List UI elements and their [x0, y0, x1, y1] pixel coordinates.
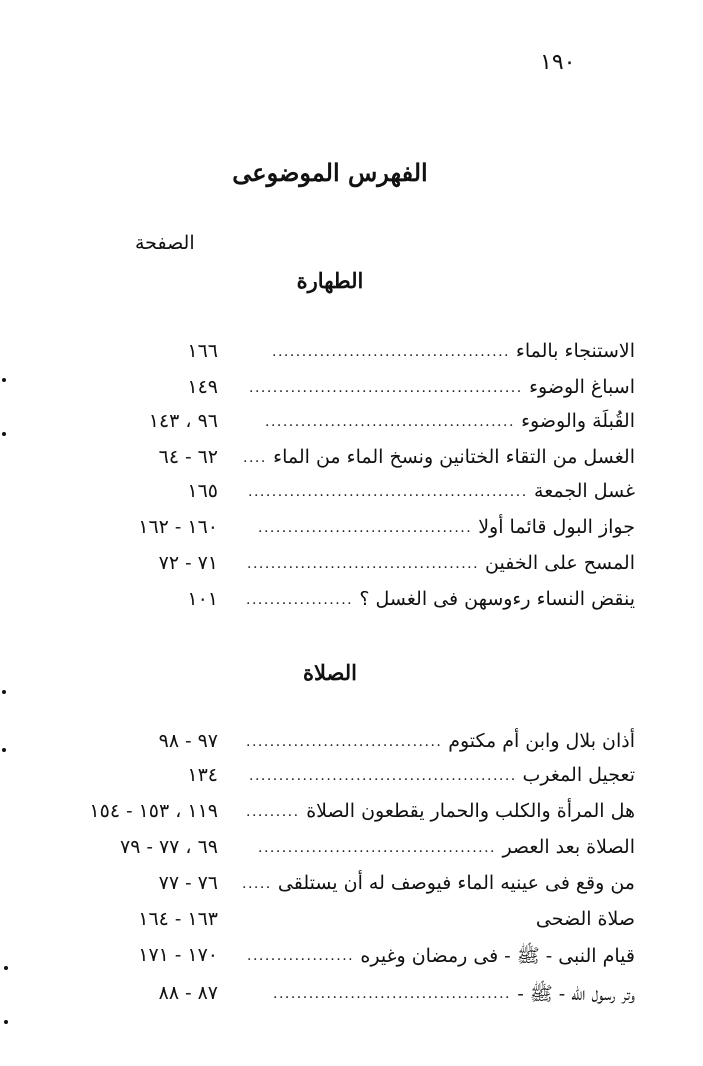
index-entry: [0, 376, 703, 408]
index-entry: [0, 730, 703, 762]
entry-title: صلاة الضحى: [535, 908, 635, 930]
entry-title: المسح على الخفين: [485, 552, 635, 574]
page-number: ١٩٠: [540, 50, 576, 75]
section-heading-tahara: الطهارة: [296, 268, 364, 293]
entry-pages: ٧١ - ٧٢: [158, 552, 218, 574]
scan-speck: [2, 378, 6, 382]
entry-title: جواز البول قائما أولا: [478, 516, 635, 538]
entry-title: تعجيل المغرب: [522, 764, 635, 786]
scan-speck: [2, 432, 6, 436]
leader-dots: .......................................: [247, 556, 480, 572]
entry-title: وتر رسول الله - ﷺ -: [517, 983, 635, 1005]
leader-dots: ..................: [246, 592, 354, 608]
entry-pages: ١٠١: [187, 588, 218, 610]
index-entry: [0, 800, 703, 832]
index-entry: [0, 552, 703, 584]
entry-pages: ١٧٠ - ١٧١: [138, 944, 218, 966]
leader-dots: ........................................: [258, 840, 497, 856]
entry-pages: ١٤٩: [187, 376, 218, 398]
entry-pages: ١٦٠ - ١٦٢: [138, 516, 218, 538]
index-entry: [0, 410, 703, 442]
index-entry: [0, 944, 703, 976]
leader-dots: ....................................: [258, 520, 473, 536]
index-entry: [0, 480, 703, 512]
index-entry: [0, 836, 703, 868]
entry-title: أذان بلال وابن أم مكتوم: [448, 730, 635, 752]
entry-title: هل المرأة والكلب والحمار يقطعون الصلاة: [306, 800, 635, 822]
entry-pages: ١٣٤: [187, 764, 218, 786]
leader-dots: .........: [246, 804, 300, 820]
page-column-label: الصفحة: [135, 232, 195, 254]
entry-title: غسل الجمعة: [534, 480, 635, 502]
leader-dots: ........................................: [272, 344, 511, 360]
entry-title: القُبلَة والوضوء: [521, 410, 635, 432]
index-entry: [0, 340, 703, 372]
index-entry: [0, 446, 703, 478]
leader-dots: ....: [243, 450, 267, 466]
entry-pages: ٩٦ ، ١٤٣: [148, 410, 218, 432]
index-entry: [0, 872, 703, 904]
section-heading-salah: الصلاة: [303, 660, 357, 685]
index-entry: [0, 588, 703, 620]
scan-speck: [2, 748, 6, 752]
entry-pages: ٦٢ - ٦٤: [158, 446, 218, 468]
entry-title: الاستنجاء بالماء: [515, 340, 635, 362]
entry-title: من وقع فى عينيه الماء فيوصف له أن يستلقى: [277, 872, 635, 894]
entry-title: اسباغ الوضوء: [529, 376, 635, 398]
leader-dots: ..................: [247, 948, 355, 964]
entry-pages: ١٦٥: [187, 480, 218, 502]
page-title: الفهرس الموضوعى: [232, 158, 428, 187]
entry-pages: ٦٩ ، ٧٧ - ٧٩: [120, 836, 218, 858]
entry-pages: ٨٧ - ٨٨: [158, 982, 218, 1004]
scan-speck: [4, 966, 8, 970]
leader-dots: .............................................: [249, 768, 517, 784]
entry-pages: ١٦٦: [187, 340, 218, 362]
leader-dots: ..........................................: [265, 414, 515, 430]
leader-dots: ........................................: [273, 986, 512, 1002]
entry-title: ينقض النساء رءوسهن فى الغسل ؟: [359, 588, 635, 610]
entry-title: قيام النبى - ﷺ - فى رمضان وغيره: [360, 945, 635, 967]
leader-dots: .....: [242, 876, 272, 892]
index-entry: [0, 764, 703, 796]
entry-pages: ١١٩ ، ١٥٣ - ١٥٤: [89, 800, 218, 822]
leader-dots: .................................: [246, 734, 443, 750]
entry-pages: ٧٦ - ٧٧: [158, 872, 218, 894]
index-entry: [0, 516, 703, 548]
leader-dots: ...............................................: [248, 484, 528, 500]
leader-dots: ..............................................: [249, 380, 523, 396]
entry-title: الصلاة بعد العصر: [502, 836, 635, 858]
entry-pages: ٩٧ - ٩٨: [158, 730, 218, 752]
entry-title: الغسل من التقاء الختانين ونسخ الماء من الماء: [273, 446, 635, 468]
index-entry: [0, 908, 703, 940]
scan-speck: [2, 690, 6, 694]
scan-speck: [4, 1020, 8, 1024]
index-entry: [0, 982, 703, 1014]
entry-pages: ١٦٣ - ١٦٤: [138, 908, 218, 930]
